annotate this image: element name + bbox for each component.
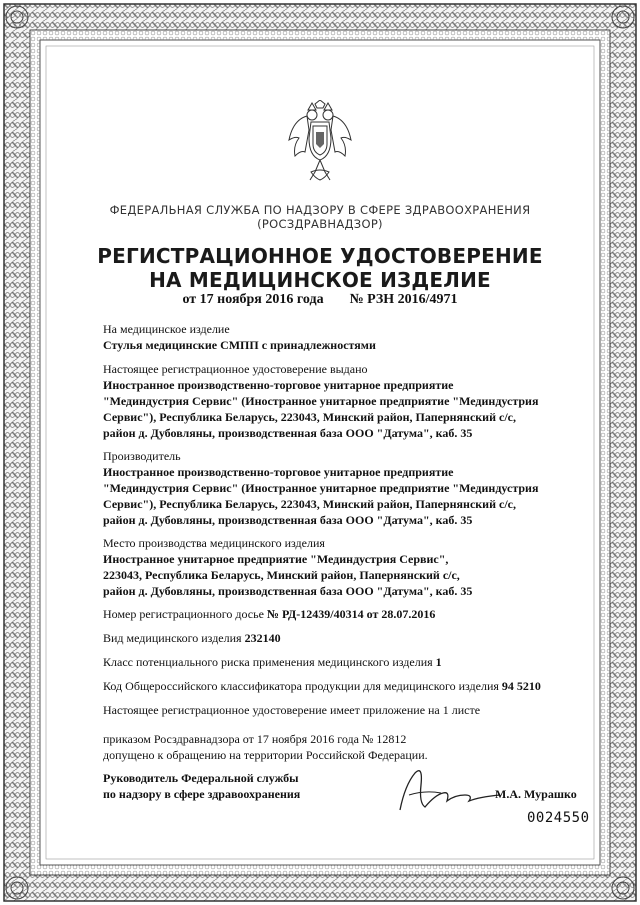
agency-name: ФЕДЕРАЛЬНАЯ СЛУЖБА ПО НАДЗОРУ В СФЕРЕ ЗДРАВООХРАНЕНИЯ [109,203,531,217]
dossier-label: Номер регистрационного досье [103,607,264,621]
handwritten-signature [395,755,505,820]
device-name: Стулья медицинские СМПП с принадлежностями [103,338,376,352]
risk-class-value: 1 [435,655,442,669]
registration-number: № РЗН 2016/4971 [349,292,458,307]
production-site-line: район д. Дубовляны, производственная база ООО "Датума", каб. 35 [103,584,473,598]
issued-to-line: Сервис"), Республика Беларусь, 223043, Минский район, Папернянский с/с, [103,410,516,424]
issue-date: от 17 ноября 2016 года [182,292,324,307]
signatory-title: по надзору в сфере здравоохранения [103,787,301,801]
dossier-value: № РД-12439/40314 от 28.07.2016 [266,607,436,621]
issued-to-label: Настоящее регистрационное удостоверение выдано [103,362,368,376]
manufacturer-line: Иностранное производственно-торговое унитарное предприятие [103,465,454,479]
order-line: приказом Росздравнадзора от 17 ноября 2016 года № 12812 [103,732,407,746]
document-subtitle: НА МЕДИЦИНСКОЕ ИЗДЕЛИЕ [149,268,491,292]
issued-to-line: Иностранное производственно-торговое унитарное предприятие [103,378,454,392]
okp-code-value: 94 5210 [501,679,541,693]
okp-code-row [103,678,593,694]
production-site-line: Иностранное унитарное предприятие "Мединдустрия Сервис", [103,552,449,566]
signatory-name: М.А. Мурашко [495,787,577,801]
dossier-row [103,606,593,622]
okp-code-label: Код Общероссийского классификатора продукции для медицинского изделия [103,679,499,693]
device-label: На медицинское изделие [103,322,230,336]
kind-row [103,630,593,646]
risk-class-label: Класс потенциального риска применения медицинского изделия [103,655,433,669]
manufacturer-line: Сервис"), Республика Беларусь, 223043, Минский район, Папернянский с/с, [103,497,516,511]
manufacturer-label: Производитель [103,449,181,463]
agency-abbreviation: (РОСЗДРАВНАДЗОР) [257,217,383,231]
kind-label: Вид медицинского изделия [103,631,242,645]
coat-of-arms-emblem [285,100,355,188]
manufacturer-line: район д. Дубовляны, производственная база ООО "Датума", каб. 35 [103,513,473,527]
kind-value: 232140 [244,631,281,645]
document-title: РЕГИСТРАЦИОННОЕ УДОСТОВЕРЕНИЕ [97,244,543,268]
production-site-line: 223043, Республика Беларусь, Минский район, Папернянский с/с, [103,568,460,582]
order-line: допущено к обращению на территории Российской Федерации. [103,748,428,762]
production-site-label: Место производства медицинского изделия [103,536,325,550]
serial-number: 0024550 [527,810,590,826]
issued-to-line: район д. Дубовляны, производственная база ООО "Датума", каб. 35 [103,426,473,440]
manufacturer-line: "Мединдустрия Сервис" (Иностранное унитарное предприятие "Мединдустрия [103,481,539,495]
risk-class-row [103,654,593,670]
attachment-note: Настоящее регистрационное удостоверение имеет приложение на 1 листе [103,703,481,717]
signatory-title: Руководитель Федеральной службы [103,771,299,785]
issued-to-line: "Мединдустрия Сервис" (Иностранное унитарное предприятие "Мединдустрия [103,394,539,408]
issue-date-and-number [60,292,580,308]
